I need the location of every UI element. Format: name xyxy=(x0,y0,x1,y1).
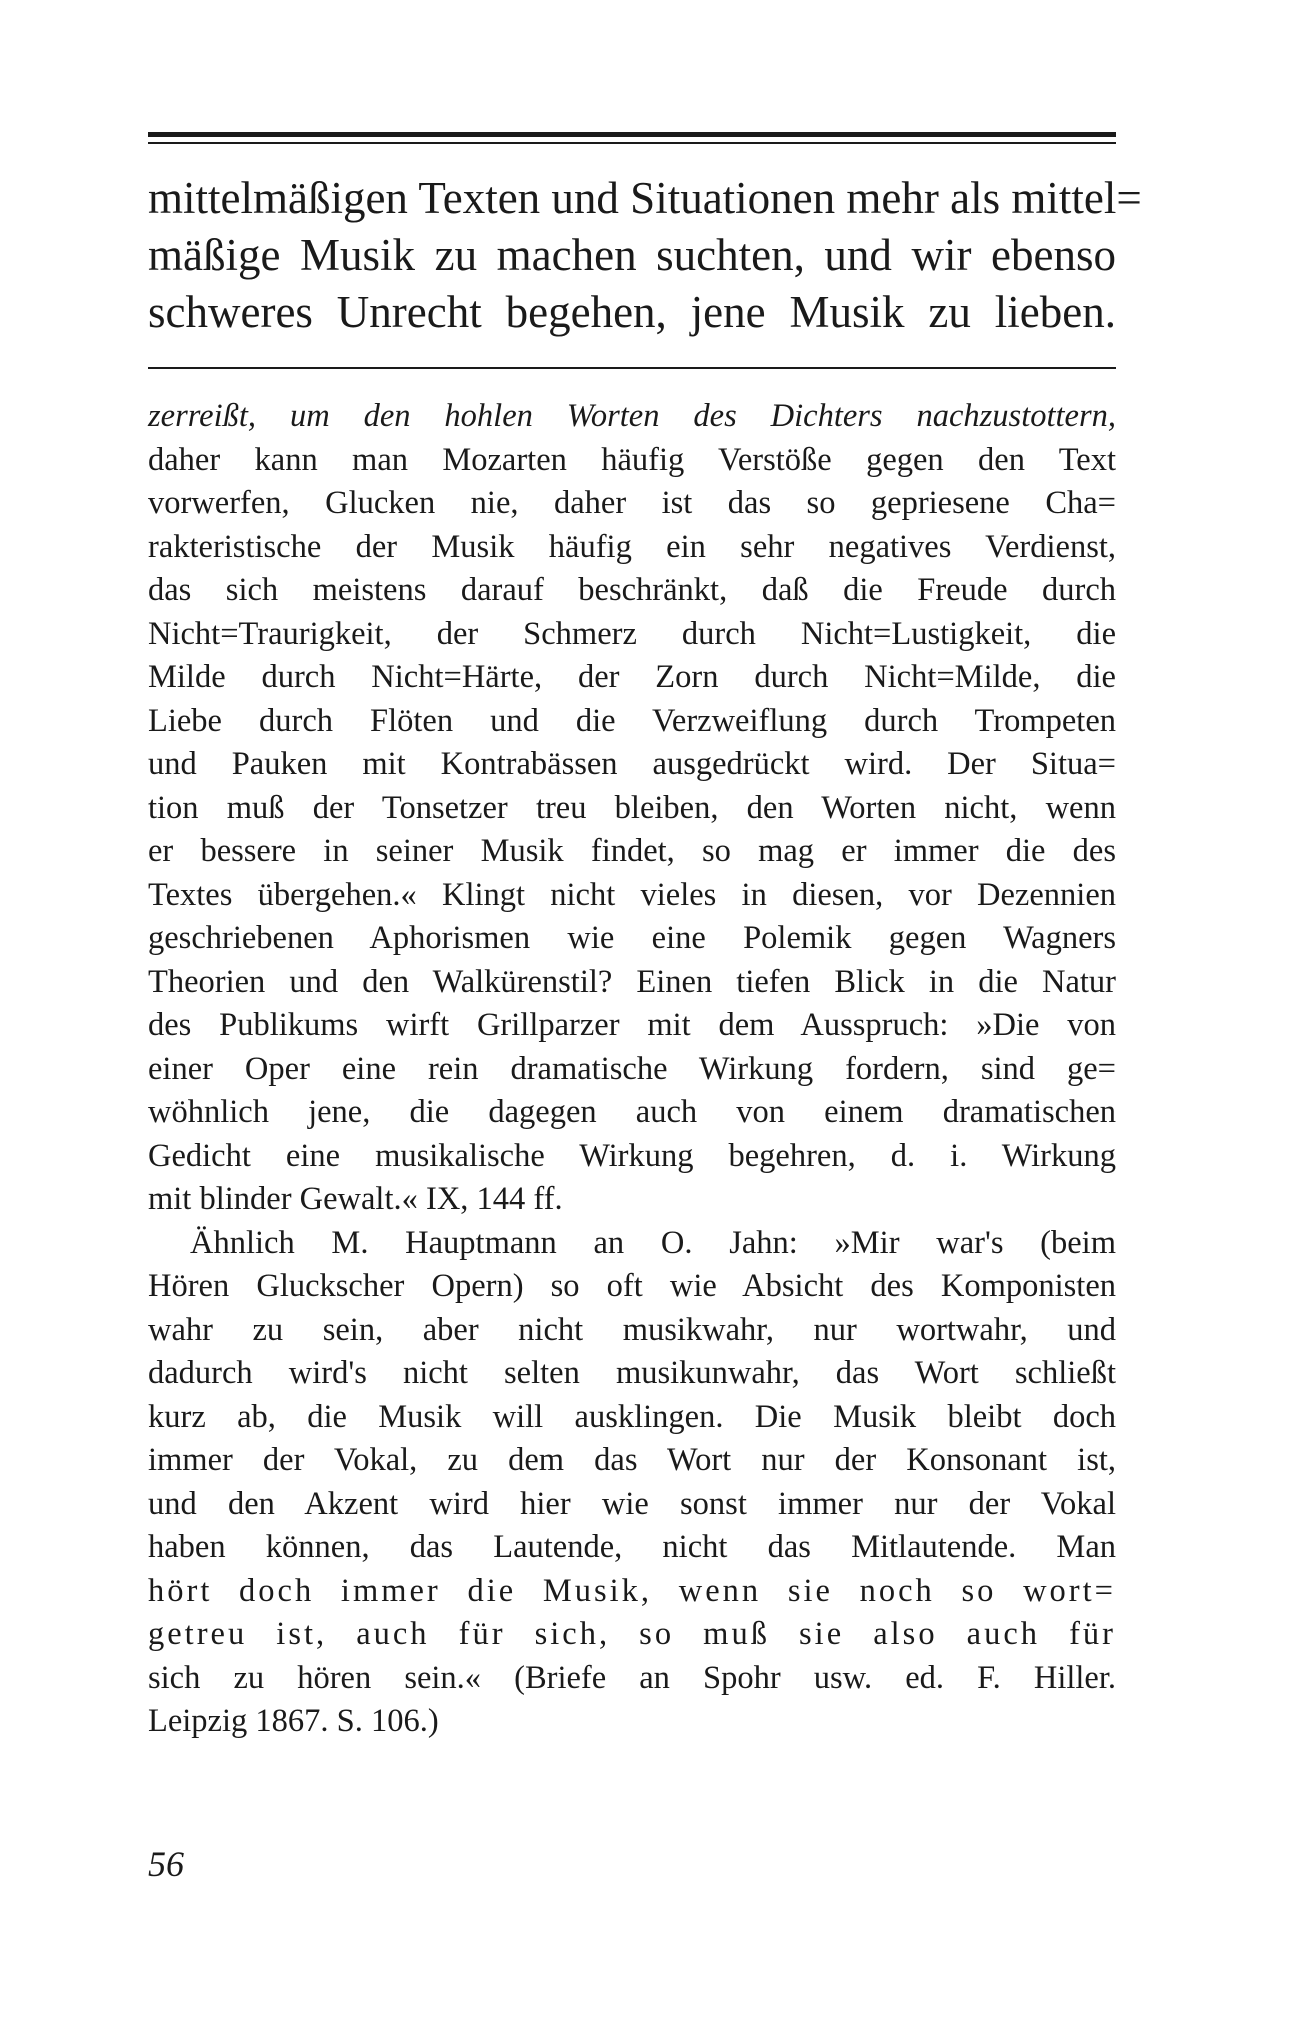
body-line: mittelmäßigen Texten und Situationen mehr als mittel= xyxy=(148,173,1142,223)
footnote-line: Textes übergehen.« Klingt nicht vieles in diesen, vor Dezennien xyxy=(148,876,1116,913)
footnote-line: kurz ab, die Musik will ausklingen. Die Musik bleibt doch xyxy=(148,1398,1116,1435)
body-paragraph xyxy=(148,170,1142,341)
footnote-line: immer der Vokal, zu dem das Wort nur der Konsonant ist, xyxy=(148,1442,1116,1478)
footnote-line: des Publikums wirft Grillparzer mit dem Ausspruch: »Die von xyxy=(148,1007,1116,1043)
footnote-line: haben können, das Lautende, nicht das Mitlautende. Man xyxy=(148,1529,1116,1565)
header-rule-thick xyxy=(148,132,1116,137)
footnote-separator-rule xyxy=(148,367,1116,369)
footnote-line: hört doch immer die Musik, wenn sie noch so wort= xyxy=(148,1572,1116,1609)
footnote-line: dadurch wird's nicht selten musikunwahr, das Wort schließt xyxy=(148,1355,1116,1391)
footnote-line: Nicht=Traurigkeit, der Schmerz durch Nicht=Lustigkeit, die xyxy=(148,615,1116,652)
footnote-line: Leipzig 1867. S. 106.) xyxy=(148,1703,439,1739)
footnote-line: tion muß der Tonsetzer treu bleiben, den Worten nicht, wenn xyxy=(148,789,1116,826)
footnote-text xyxy=(148,395,1116,1744)
footnote-line: daher kann man Mozarten häufig Verstöße gegen den Text xyxy=(148,441,1116,478)
footnote-line: sich zu hören sein.« (Briefe an Spohr usw. ed. F. Hiller. xyxy=(148,1659,1116,1696)
footnote-line: zerreißt, um den hohlen Worten des Dichters nachzustottern, xyxy=(148,398,1116,434)
footnote-line: das sich meistens darauf beschränkt, daß die Freude durch xyxy=(148,572,1116,608)
footnote-line: mit blinder Gewalt.« IX, 144 ff. xyxy=(148,1181,563,1217)
body-line: mäßige Musik zu machen suchten, und wir ebenso xyxy=(148,230,1116,280)
footnote-line: er bessere in seiner Musik findet, so mag er immer die des xyxy=(148,833,1116,869)
footnote-line: geschriebenen Aphorismen wie eine Polemik gegen Wagners xyxy=(148,920,1116,956)
footnote-line: einer Oper eine rein dramatische Wirkung fordern, sind ge= xyxy=(148,1050,1116,1087)
footnote-line: Hören Gluckscher Opern) so oft wie Absicht des Komponisten xyxy=(148,1268,1116,1304)
header-rule-thin xyxy=(148,142,1116,144)
footnote-line: Liebe durch Flöten und die Verzweiflung durch Trompeten xyxy=(148,702,1116,739)
page-number: 56 xyxy=(148,1844,184,1884)
footnote-line: rakteristische der Musik häufig ein sehr negatives Verdienst, xyxy=(148,528,1116,565)
footnote-line: vorwerfen, Glucken nie, daher ist das so gepriesene Cha= xyxy=(148,485,1116,521)
footnote-line: Ähnlich M. Hauptmann an O. Jahn: »Mir war's (beim xyxy=(190,1224,1116,1261)
footnote-line: und den Akzent wird hier wie sonst immer nur der Vokal xyxy=(148,1485,1116,1522)
footnote-line: wöhnlich jene, die dagegen auch von einem dramatischen xyxy=(148,1094,1116,1130)
footnote-line: und Pauken mit Kontrabässen ausgedrückt wird. Der Situa= xyxy=(148,746,1116,782)
footnote-line: Milde durch Nicht=Härte, der Zorn durch Nicht=Milde, die xyxy=(148,659,1116,695)
body-line: schweres Unrecht begehen, jene Musik zu lieben. xyxy=(148,287,1116,337)
footnote-line: getreu ist, auch für sich, so muß sie also auch für xyxy=(148,1616,1116,1652)
footnote-line: wahr zu sein, aber nicht musikwahr, nur wortwahr, und xyxy=(148,1311,1116,1348)
footnote-line: Gedicht eine musikalische Wirkung begehren, d. i. Wirkung xyxy=(148,1137,1116,1174)
footnote-line: Theorien und den Walkürenstil? Einen tiefen Blick in die Natur xyxy=(148,963,1116,1000)
